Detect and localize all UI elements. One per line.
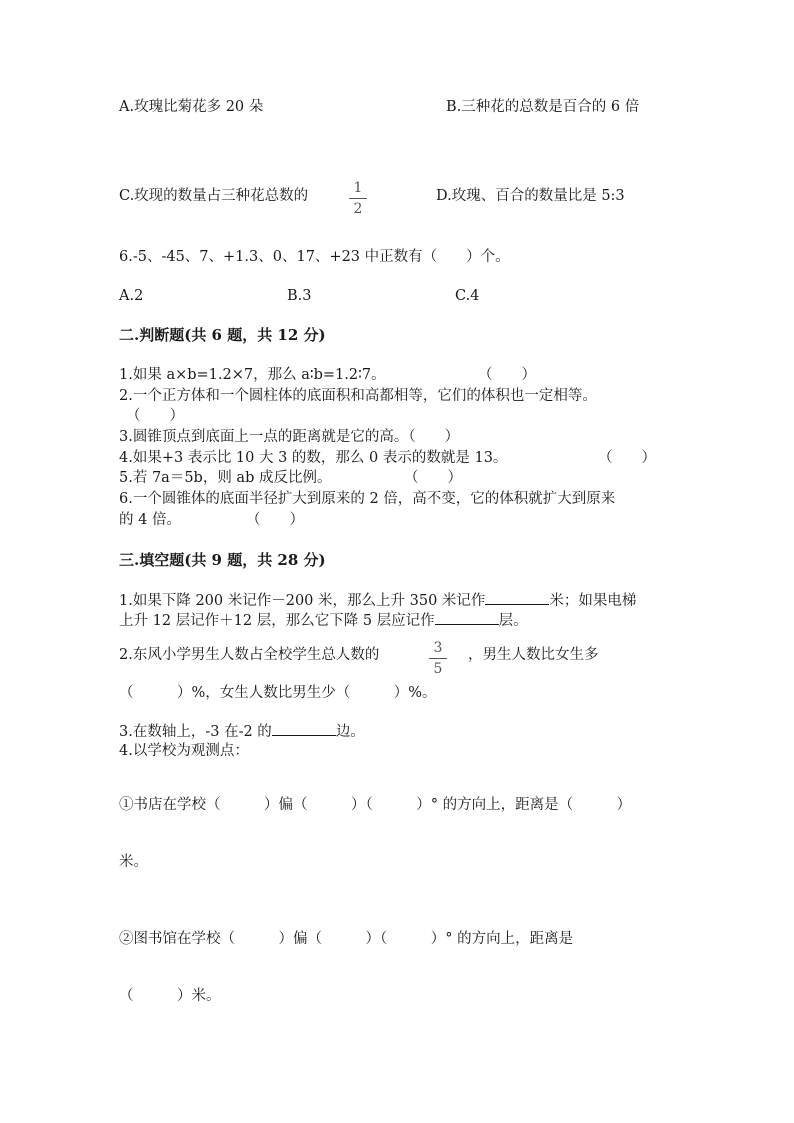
- q6-stem: 6.-5、-45、7、+1.3、0、17、+23 中正数有（ ）个。: [119, 249, 510, 265]
- section-heading-judgment: 二.判断题(共 6 题，共 12 分): [119, 326, 326, 344]
- fill-q1-line1: [119, 590, 636, 611]
- fraction-bar: [349, 198, 367, 199]
- judgment-q4: 4.如果+3 表示比 10 大 3 的数，那么 0 表示的数就是 13。: [119, 450, 508, 466]
- fill-q1-text-b: 米；如果电梯: [549, 593, 637, 609]
- section-heading-fill: 三.填空题(共 9 题，共 28 分): [119, 551, 326, 569]
- judgment-q2-blank: （ ）: [126, 408, 184, 424]
- option-b: B.三种花的总数是百合的 6 倍: [446, 99, 640, 115]
- fill-q1-text-d: 层。: [498, 613, 528, 629]
- fill-q1-blank-1: [485, 590, 549, 605]
- q6-option-a: A.2: [119, 288, 144, 304]
- fraction-three-fifths: [429, 640, 447, 677]
- fill-q1-blank-2: [435, 610, 499, 625]
- judgment-q6-cont: 的 4 倍。: [119, 512, 181, 528]
- judgment-q2: 2.一个正方体和一个圆柱体的底面积和高都相等，它们的体积也一定相等。: [119, 388, 597, 404]
- fill-q2-line2: （ ）%，女生人数比男生少（ ）%。: [119, 685, 437, 701]
- fill-q1-text-a: 1.如果下降 200 米记作－200 米，那么上升 350 米记作: [119, 593, 486, 609]
- judgment-q4-blank: （ ）: [598, 450, 656, 466]
- fill-q2-line1-end: ，男生人数比女生多: [468, 647, 599, 663]
- fill-q3-blank: [272, 721, 336, 736]
- option-d: D.玫瑰、百合的数量比是 5:3: [436, 188, 625, 204]
- fraction-numerator: 1: [353, 180, 363, 196]
- judgment-q5: 5.若 7a＝5b，则 ab 成反比例。: [119, 470, 332, 486]
- fraction-one-half: [349, 180, 367, 217]
- fill-q1-line2: [119, 610, 528, 631]
- fill-q4-2: ②图书馆在学校（ ）偏（ ）（ ）° 的方向上，距离是: [119, 931, 574, 947]
- fill-q1-text-c: 上升 12 层记作＋12 层，那么它下降 5 层应记作: [119, 613, 435, 629]
- fill-q3-text-a: 3.在数轴上，-3 在-2 的: [119, 724, 272, 740]
- fill-q4-2-end: （ ）米。: [119, 988, 221, 1004]
- fill-q4: 4.以学校为观测点：: [119, 743, 249, 759]
- fraction-denominator: 2: [353, 201, 363, 217]
- fill-q4-1: ①书店在学校（ ）偏（ ）（ ）° 的方向上，距离是（ ）: [119, 797, 632, 813]
- option-c: C.玫现的数量占三种花总数的: [119, 188, 309, 204]
- fill-q4-1-end: 米。: [119, 854, 148, 870]
- judgment-q3: 3.圆锥顶点到底面上一点的距离就是它的高。（ ）: [119, 429, 460, 445]
- judgment-q6: 6.一个圆锥体的底面半径扩大到原来的 2 倍，高不变，它的体积就扩大到原来: [119, 491, 616, 507]
- fill-q2-line1: 2.东风小学男生人数占全校学生总人数的: [119, 647, 380, 663]
- q6-option-b: B.3: [287, 288, 312, 304]
- judgment-q6-blank: （ ）: [246, 512, 304, 528]
- fill-q3-text-b: 边。: [335, 724, 365, 740]
- judgment-q1: 1.如果 a×b=1.2×7，那么 a∶b=1.2∶7。: [119, 367, 386, 383]
- fraction-numerator: 3: [433, 640, 443, 656]
- judgment-q1-blank: （ ）: [478, 367, 536, 383]
- q6-option-c: C.4: [455, 288, 480, 304]
- fill-q3: [119, 721, 365, 742]
- option-a: A.玫瑰比菊花多 20 朵: [119, 99, 264, 115]
- judgment-q5-blank: （ ）: [404, 470, 462, 486]
- fraction-bar: [429, 658, 447, 659]
- fraction-denominator: 5: [433, 661, 443, 677]
